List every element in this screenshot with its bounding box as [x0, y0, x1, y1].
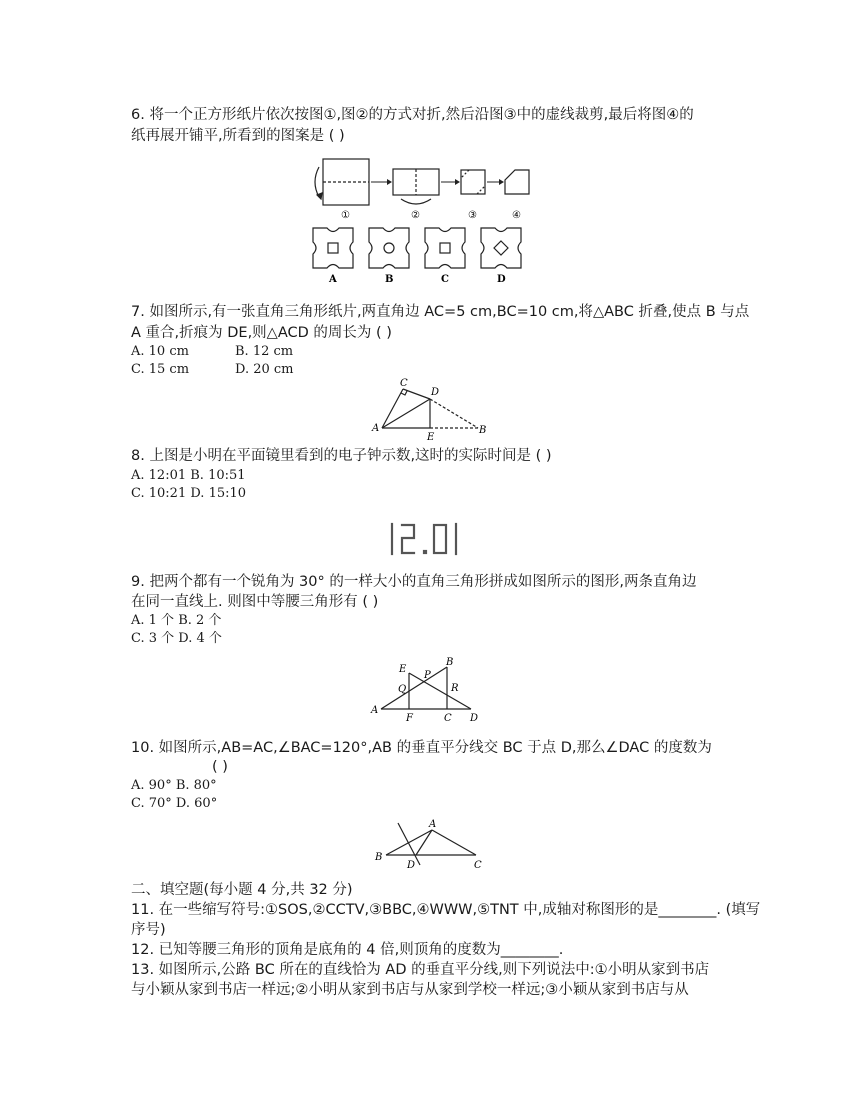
- q7-label-d: D: [431, 387, 440, 398]
- q10-label-a: A: [429, 819, 437, 830]
- q8-digit-0: [434, 525, 446, 553]
- q10-segment-ab: [386, 830, 432, 855]
- q6-option-label-a: A: [329, 274, 337, 285]
- q7-option-d: D. 20 cm: [235, 362, 294, 377]
- q9-label-c: C: [444, 713, 452, 724]
- q7-option-a: A. 10 cm: [131, 344, 189, 359]
- q6-option-c-shape: [425, 228, 465, 268]
- q9-text-line1: 9. 把两个都有一个锐角为 30° 的一样大小的直角三角形拼成如图所示的图形,两条直角边: [131, 574, 697, 590]
- q7-text-line1: 7. 如图所示,有一张直角三角形纸片,两直角边 AC=5 cm,BC=10 cm,将△ABC 折叠,使点 B 与点: [131, 304, 750, 320]
- q9-hypotenuse-ab: [381, 667, 447, 709]
- q8-options-cd: C. 10:21 D. 15:10: [131, 486, 247, 501]
- q10-perpendicular-bisector: [398, 823, 420, 865]
- q7-label-b: B: [479, 425, 487, 436]
- q7-figure: [370, 375, 495, 445]
- q7-label-e: E: [427, 432, 435, 443]
- q7-option-c: C. 15 cm: [131, 362, 190, 377]
- q13-text-line2: 与小颖从家到书店一样远;②小明从家到书店与从家到学校一样远;③小颖从家到书店与从: [131, 982, 689, 998]
- q13-text-line1: 13. 如图所示,公路 BC 所在的直线恰为 AD 的垂直平分线,则下列说法中:①小明从家到书店: [131, 962, 710, 978]
- q6-option-label-c: C: [441, 274, 449, 285]
- q10-segment-ac: [432, 830, 476, 855]
- q6-option-c-hole: [440, 243, 450, 253]
- q8-digit-2: [402, 525, 414, 553]
- q6-step3-cut-square: [461, 170, 485, 194]
- q9-hypotenuse-ed: [409, 673, 471, 709]
- q7-text-line2: A 重合,折痕为 DE,则△ACD 的周长为 ( ): [131, 325, 392, 341]
- section2-title: 二、填空题(每小题 4 分,共 32 分): [131, 882, 353, 898]
- q6-arrowhead-2: [455, 179, 460, 185]
- q6-step-label-2: ②: [411, 210, 420, 221]
- q6-option-b-hole: [384, 243, 394, 253]
- q10-figure: [370, 815, 495, 875]
- q10-label-c: C: [474, 860, 482, 871]
- q6-figure: [305, 155, 545, 290]
- q7-option-b: B. 12 cm: [235, 344, 294, 359]
- q10-label-d: D: [407, 860, 416, 871]
- q6-text-line2: 纸再展开铺平,所看到的图案是 ( ): [131, 128, 345, 144]
- q8-text-line1: 8. 上图是小明在平面镜里看到的电子钟示数,这时的实际时间是 ( ): [131, 448, 552, 464]
- q10-options-cd: C. 70° D. 60°: [131, 796, 218, 811]
- q10-label-b: B: [375, 852, 383, 863]
- q6-option-label-b: B: [385, 274, 394, 285]
- q11-text-line2: 序号): [131, 922, 166, 938]
- q6-arrowhead-1: [387, 179, 392, 185]
- q9-label-f: F: [406, 713, 413, 724]
- q9-label-b: B: [446, 657, 454, 668]
- q6-step4-cut-shape: [505, 170, 529, 194]
- q8-options-ab: A. 12:01 B. 10:51: [131, 468, 246, 483]
- q6-step-label-4: ④: [512, 210, 521, 221]
- q9-options-cd: C. 3 个 D. 4 个: [131, 631, 222, 646]
- q9-label-a: A: [371, 705, 379, 716]
- q6-step1-square: [315, 159, 369, 205]
- q6-step-label-1: ①: [341, 210, 350, 221]
- q9-text-line2: 在同一直线上. 则图中等腰三角形有 ( ): [131, 594, 379, 610]
- q6-step2-rectangle: [393, 169, 439, 204]
- q12-text-line1: 12. 已知等腰三角形的顶角是底角的 4 倍,则顶角的度数为________.: [131, 942, 564, 958]
- q10-options-ab: A. 90° B. 80°: [131, 778, 217, 793]
- q6-option-b-shape: [369, 228, 409, 268]
- q8-mirrored-clock: [388, 516, 468, 560]
- q9-label-r: R: [451, 683, 459, 694]
- q9-label-p: P: [424, 670, 431, 681]
- q9-label-d: D: [470, 713, 479, 724]
- q9-label-q: Q: [398, 684, 407, 695]
- q6-text-line1: 6. 将一个正方形纸片依次按图①,图②的方式对折,然后沿图③中的虚线裁剪,最后将图④的: [131, 107, 694, 123]
- q6-option-a-hole: [328, 243, 338, 253]
- q7-segment-db: [430, 399, 478, 428]
- q7-label-c: C: [400, 378, 408, 389]
- q11-text-line1: 11. 在一些缩写符号:①SOS,②CCTV,③BBC,④WWW,⑤TNT 中,成轴对称图形的是________. (填写: [131, 902, 761, 918]
- q8-dot: [424, 551, 426, 553]
- q9-figure: [365, 655, 490, 727]
- q9-label-e: E: [399, 664, 407, 675]
- q6-option-a-shape: [313, 228, 353, 268]
- q6-option-d-shape: [481, 228, 521, 268]
- q6-option-d-hole: [494, 241, 508, 255]
- q10-text-line1: 10. 如图所示,AB=AC,∠BAC=120°,AB 的垂直平分线交 BC 于点 D,那么∠DAC 的度数为: [131, 740, 712, 756]
- q9-options-ab: A. 1 个 B. 2 个: [131, 613, 222, 628]
- q7-label-a: A: [372, 423, 380, 434]
- q6-step-label-3: ③: [468, 210, 477, 221]
- q10-text-line2: ( ): [212, 759, 228, 775]
- q6-arrowhead-3: [499, 179, 504, 185]
- q7-segment-cd: [403, 389, 430, 399]
- q8-clock-digits: [388, 516, 468, 560]
- q6-option-label-d: D: [497, 274, 506, 285]
